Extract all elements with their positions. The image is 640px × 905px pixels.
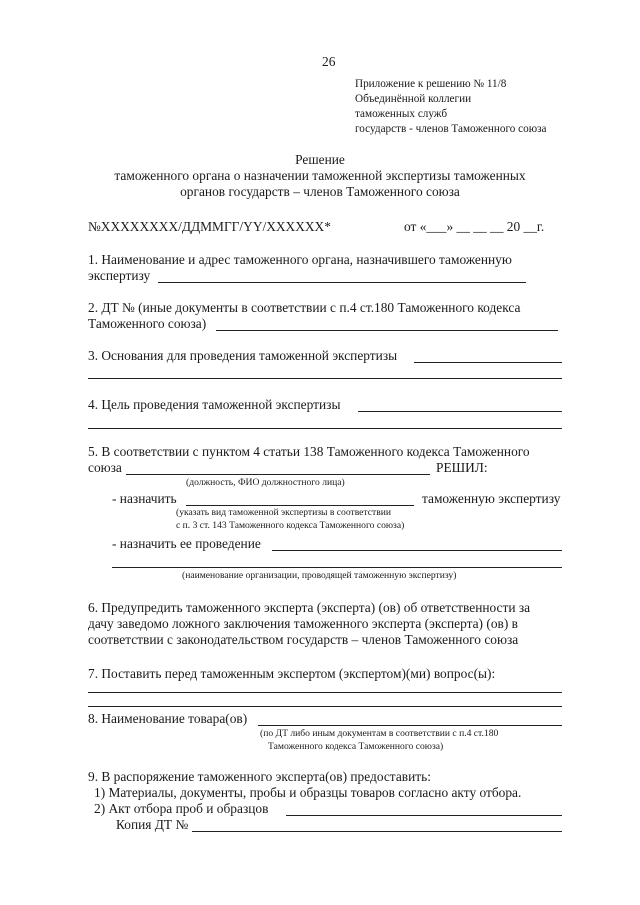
item2-fill-line[interactable] bbox=[216, 330, 558, 331]
item5-official-note: (должность, ФИО должностного лица) bbox=[186, 477, 345, 488]
item4-fill-line[interactable] bbox=[358, 411, 562, 412]
item9-dt-copy-fill-line[interactable] bbox=[192, 831, 562, 832]
document-number: №XXXXXXXX/ДДММГГ/YY/XXXXXX* bbox=[88, 219, 331, 234]
item2-line1: 2. ДТ № (иные документы в соответствии с п.4 ст.180 Таможенного кодекса bbox=[88, 300, 521, 315]
item5-line1: 5. В соответствии с пунктом 4 статьи 138 Таможенного кодекса Таможенного bbox=[88, 444, 530, 459]
item8-note: (по ДТ либо иным документам в соответствии с п.4 ст.180 bbox=[260, 728, 499, 739]
item7-fill-line[interactable] bbox=[88, 692, 562, 693]
item2-line2: Таможенного союза) bbox=[88, 316, 207, 331]
item5-conduct-fill-line[interactable] bbox=[272, 550, 562, 551]
item5-org-note: (наименование организации, проводящей таможенную экспертизу) bbox=[182, 570, 457, 581]
page-number: 26 bbox=[322, 54, 336, 69]
item9-sub2: 2) Акт отбора проб и образцов bbox=[94, 801, 269, 816]
item4-label: 4. Цель проведения таможенной экспертизы bbox=[88, 397, 341, 412]
item5-official-fill-line[interactable] bbox=[126, 474, 430, 475]
item5-conduct: - назначить ее проведение bbox=[112, 536, 261, 551]
item7-fill-line-2[interactable] bbox=[88, 706, 562, 707]
item5-decided: РЕШИЛ: bbox=[436, 460, 488, 475]
item9-sub1: 1) Материалы, документы, пробы и образцы товаров согласно акту отбора. bbox=[94, 785, 522, 800]
item1-line2: экспертизу bbox=[88, 268, 151, 283]
item5-type-note: с п. 3 ст. 143 Таможенного кодекса Таможенного союза) bbox=[176, 520, 405, 531]
item3-fill-line[interactable] bbox=[414, 362, 562, 363]
item9-label: 9. В распоряжение таможенного эксперта(ов) предоставить: bbox=[88, 769, 431, 784]
item4-fill-line-2[interactable] bbox=[88, 428, 562, 429]
item8-label: 8. Наименование товара(ов) bbox=[88, 711, 248, 726]
annex-line: Объединённой коллегии bbox=[355, 93, 472, 105]
item5-appoint: - назначить bbox=[112, 491, 177, 506]
item7-label: 7. Поставить перед таможенным экспертом (экспертом)(ми) вопрос(ы): bbox=[88, 666, 496, 681]
annex-line: таможенных служб bbox=[355, 108, 448, 120]
annex-block bbox=[355, 77, 546, 137]
item8-note: Таможенного кодекса Таможенного союза) bbox=[268, 741, 444, 752]
item5-type-note: (указать вид таможенной экспертизы в соответствии bbox=[176, 507, 391, 518]
document-subtitle-line: органов государств – членов Таможенного союза bbox=[180, 184, 460, 199]
item9-sub3: Копия ДТ № bbox=[116, 817, 189, 832]
item3-fill-line-2[interactable] bbox=[88, 378, 562, 379]
item5-expertise-type-fill-line[interactable] bbox=[186, 505, 414, 506]
item9-sample-act-fill-line[interactable] bbox=[286, 815, 562, 816]
item6-line: соответствии с законодательством государств – членов Таможенного союза bbox=[88, 632, 519, 647]
document-title: Решение bbox=[295, 152, 345, 167]
annex-line: государств - членов Таможенного союза bbox=[355, 123, 547, 135]
item5-union: союза bbox=[88, 460, 122, 475]
item5-conduct-fill-line-2[interactable] bbox=[112, 567, 562, 568]
item6-line: 6. Предупредить таможенного эксперта (эксперта) (ов) об ответственности за bbox=[88, 600, 531, 615]
item1-fill-line[interactable] bbox=[158, 282, 526, 283]
annex-line: Приложение к решению № 11/8 bbox=[355, 78, 507, 90]
item1-line1: 1. Наименование и адрес таможенного органа, назначившего таможенную bbox=[88, 252, 512, 267]
document-subtitle-line: таможенного органа о назначении таможенной экспертизы таможенных bbox=[114, 168, 526, 183]
item6-line: дачу заведомо ложного заключения таможенного эксперта (эксперта) (ов) в bbox=[88, 616, 518, 631]
document-date: от «___» __ __ __ 20 __г. bbox=[404, 219, 545, 234]
item3-label: 3. Основания для проведения таможенной экспертизы bbox=[88, 348, 398, 363]
item5-expertise: таможенную экспертизу bbox=[422, 491, 561, 506]
item8-fill-line[interactable] bbox=[258, 725, 562, 726]
